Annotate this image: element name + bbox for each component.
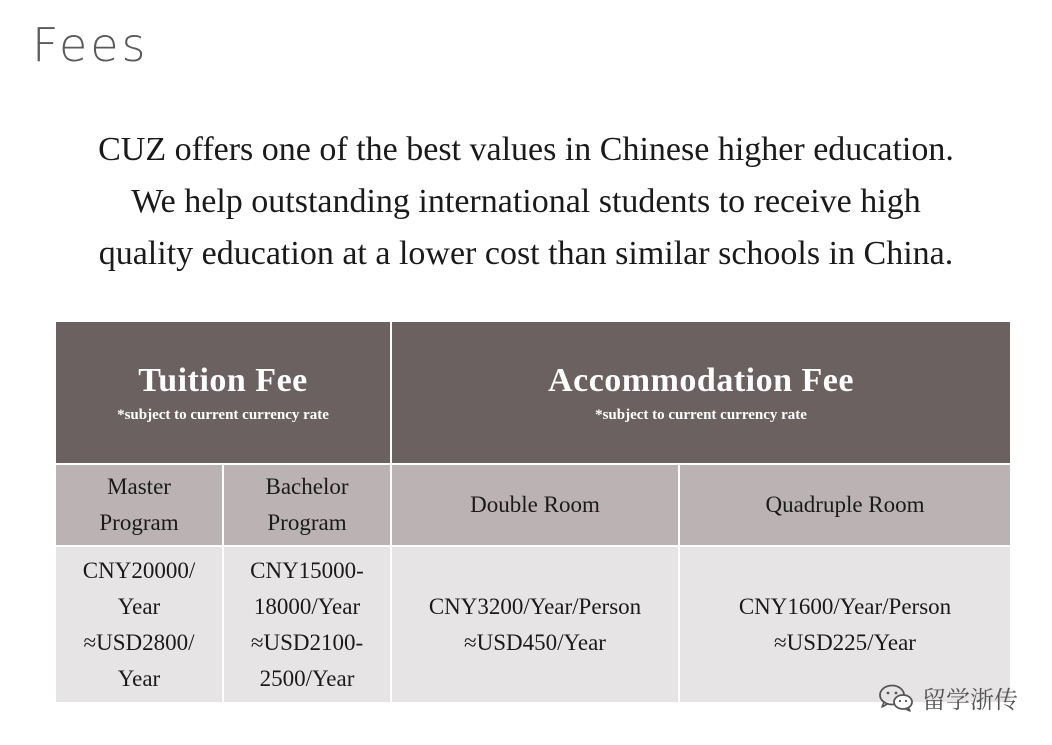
fee-line: Year xyxy=(117,665,161,691)
bachelor-label-line: Bachelor xyxy=(265,474,349,499)
quadruple-room-label: Quadruple Room xyxy=(679,464,1011,546)
accommodation-fee-note: *subject to current currency rate xyxy=(595,407,807,423)
intro-line: quality education at a lower cost than similar schools in China. xyxy=(98,235,954,272)
watermark-text: 留学浙传 xyxy=(922,686,1018,714)
bachelor-program-label xyxy=(223,464,391,546)
fee-line: 2500/Year xyxy=(259,665,355,691)
bachelor-program-fee xyxy=(223,546,391,703)
fee-line: CNY15000- xyxy=(250,557,364,583)
fee-line: CNY3200/Year/Person xyxy=(428,593,642,619)
double-room-label: Double Room xyxy=(391,464,679,546)
fee-line: ≈USD450/Year xyxy=(464,629,606,655)
fee-line: 18000/Year xyxy=(253,593,361,619)
bachelor-label-line: Program xyxy=(267,510,347,535)
double-room-fee xyxy=(391,546,679,703)
table-values-row xyxy=(55,546,1011,703)
fee-line: ≈USD2100- xyxy=(250,629,364,655)
wechat-icon xyxy=(878,683,914,713)
accommodation-fee-header xyxy=(391,321,1011,464)
fee-line: Year xyxy=(117,593,161,619)
fee-line: ≈USD2800/ xyxy=(83,629,195,655)
master-program-fee xyxy=(55,546,223,703)
tuition-fee-header xyxy=(55,321,391,464)
page-title: Fees xyxy=(32,18,149,72)
fee-line: CNY1600/Year/Person xyxy=(738,593,952,619)
intro-paragraph xyxy=(20,124,1032,280)
fee-line: ≈USD225/Year xyxy=(774,629,916,655)
master-label-line: Master xyxy=(107,474,171,499)
master-label-line: Program xyxy=(99,510,179,535)
fee-line: CNY20000/ xyxy=(82,557,196,583)
accommodation-fee-title: Accommodation Fee xyxy=(548,362,854,399)
intro-line: CUZ offers one of the best values in Chinese higher education. xyxy=(98,131,954,168)
master-program-label xyxy=(55,464,223,546)
table-subheader-row xyxy=(55,464,1011,546)
table-header-row xyxy=(55,321,1011,464)
fees-table xyxy=(54,320,1012,704)
tuition-fee-note: *subject to current currency rate xyxy=(117,407,329,423)
wechat-watermark xyxy=(878,680,1018,715)
intro-line: We help outstanding international students to receive high xyxy=(131,183,921,220)
tuition-fee-title: Tuition Fee xyxy=(138,362,308,399)
